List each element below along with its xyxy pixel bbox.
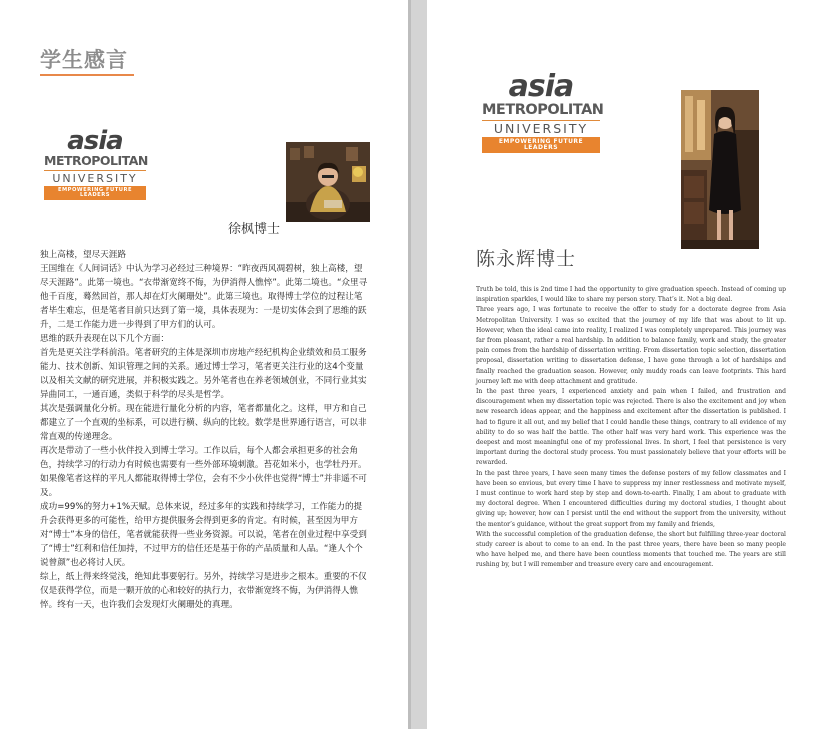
paragraph: Truth be told, this is 2nd time I had the opportunity to give graduation speech. Instead of coming up inspiration sparkles, I would like to share my person story. That’s it. Not a big deal. [476,286,786,304]
paragraph: 王国维在《人间词话》中认为学习必经过三种境界：“昨夜西风凋碧树，独上高楼，望尽天涯路”。此第一境也。“衣带渐宽终不悔，为伊消得人憔悴”。此第二境也。“众里寻他千百度，蓦然回首，那人却在灯火阑珊处”。此第三境也。取得博士学位的过程让笔者毕生难忘，但是笔者目前只达到了第一境，具体表现为：一是切实体会到了思维的跃升，二是工作能力进一步得到了甲方们的认可。 [40,264,368,330]
logo-tagline: EMPOWERING FUTURE LEADERS [44,186,146,200]
paragraph: 再次是带动了一些小伙伴投入到博士学习。工作以后，每个人都会承担更多的社会角色，持续学习的行动力有时候也需要有一些外部环境刺激。苔花如米小，也学牡丹开。如果像笔者这样的平凡人都能取得博士学位，会有不少小伙伴也觉得“博士”并非遥不可及。 [40,446,367,498]
logo-metropolitan-text: METROPOLITAN [482,102,604,118]
paragraph: 成功=99%的努力+1%天赋。总体来说，经过多年的实践和持续学习，工作能力的提升会获得更多的可能性，给甲方提供服务会得到更多的肯定。有时候，甚至因为甲方对“博士”本身的信任，笔者就能获得一些业务资源。可以说，笔者在创业过程中享受到了“博士”红利和信任加持，不过甲方的信任还是基于你的产品质量和人品。“逢人个个说曾颜”也必将讨人厌。 [40,502,367,568]
scroll-edge [408,0,411,729]
paragraph: In the past three years, I have seen many times the defense posters of my fellow classmates and I have been so envious, but every time I have to suppress my inner restlessness and motivate myself, I must continue to work hard step by step and down-to-earth. Finally, I am about to graduate with my doctoral degree. When I encountered difficulties during my doctoral studies, I thought about giving up; however, how can I persist until the end without the support from the university, without the mentor’s guidance, without the great support from my family and friends, [476,469,786,528]
paragraph: 首先是更关注学科前沿。笔者研究的主体是深圳市房地产经纪机构企业绩效和员工服务能力、技术创新、知识管理之间的关系。通过博士学习，笔者更关注行业的这4个变量以及相关文献的研究进展，并积极实践之。另外笔者也在养老领域创业，不同行业其实异曲同工，一通百通，类似于科学的尽头是哲学。 [40,348,367,400]
logo-asia-text: asia [67,126,123,156]
testimonial-text-chinese [40,248,370,612]
paragraph: 思维的跃升表现在以下几个方面： [40,334,169,344]
logo-university-text: UNIVERSITY [482,120,600,136]
testimonial-text-english [476,285,786,571]
logo-metropolitan-text: METROPOLITAN [44,153,148,168]
university-logo-right [482,69,604,153]
page-gutter [408,0,427,729]
paragraph: With the successful completion of the graduation defense, the short but fulfilling three-year doctoral study career is about to come to an end. In the past three years, there have been so many people who have helped me, and there have been countless moments that touched me. The years are still rushing by, but I will remember and treasure every care and encouragement. [476,530,786,569]
left-page [0,0,408,729]
paragraph: 独上高楼，望尽天涯路 [40,250,126,260]
logo-tagline: EMPOWERING FUTURE LEADERS [482,137,600,153]
paragraph: 其次是强调量化分析。现在能进行量化分析的内容，笔者都量化之。这样，甲方和自己都建立了一个直观的坐标系，可以进行横、纵向的比较。数学是世界通行语言，可以非常直观的传递理念。 [40,404,367,442]
student-name-right: 陈永辉博士 [476,248,577,270]
university-logo [44,128,146,200]
logo-asia-text: asia [508,69,574,104]
title-underline [40,74,134,76]
paragraph: 综上，纸上得来终觉浅，绝知此事要躬行。另外，持续学习是进步之根本。重要的不仅仅是获得学位，而是一颗开放的心和较好的执行力，衣带渐宽终不悔，为伊消得人憔悴。终有一天，也许我们会发现灯火阑珊处的真理。 [40,572,367,610]
student-photo-chen [681,90,759,249]
section-title: 学生感言 [40,48,128,72]
student-name: 徐枫博士 [228,222,281,237]
paragraph: In the past three years, I experienced anxiety and pain when I failed, and frustration and discouragement when my dissertation topic was rejected. There is also the excitement and joy when new research ideas appear, and the happiness and excitement after the dissertation is published. I had to figure it all out, and my belief that I could handle these things, contrary to all evidence of my ability to do so was half the battle. The other half was very hard work. This experience was the deepest and most meaningful one of my professional lives. In short, I feel that persistence is very important during the doctoral study process. You must passionately believe that your efforts will be rewarded. [476,388,786,467]
paragraph: Three years ago, I was fortunate to receive the offer to study for a doctorate degree from Asia Metropolitan University. I was so excited that the journey of my life that was about to lit up. However, when the ideal came into reality, I realized I was completely unprepared. This journey was far from pleasant, rather a real hardship. In addition to balance family, work and study, the greater pain comes from the hardship of dissertation writing. From dissertation topic selection, dissertation proposal, dissertation writing to dissertation defense, I have gone through a lot of hardships and finally reached the graduation season. However, only muddy roads can leave footprints. This hard journey left me with deep attachment and gratitude. [476,306,786,385]
logo-university-text: UNIVERSITY [44,170,146,184]
student-photo-xu [286,142,370,222]
